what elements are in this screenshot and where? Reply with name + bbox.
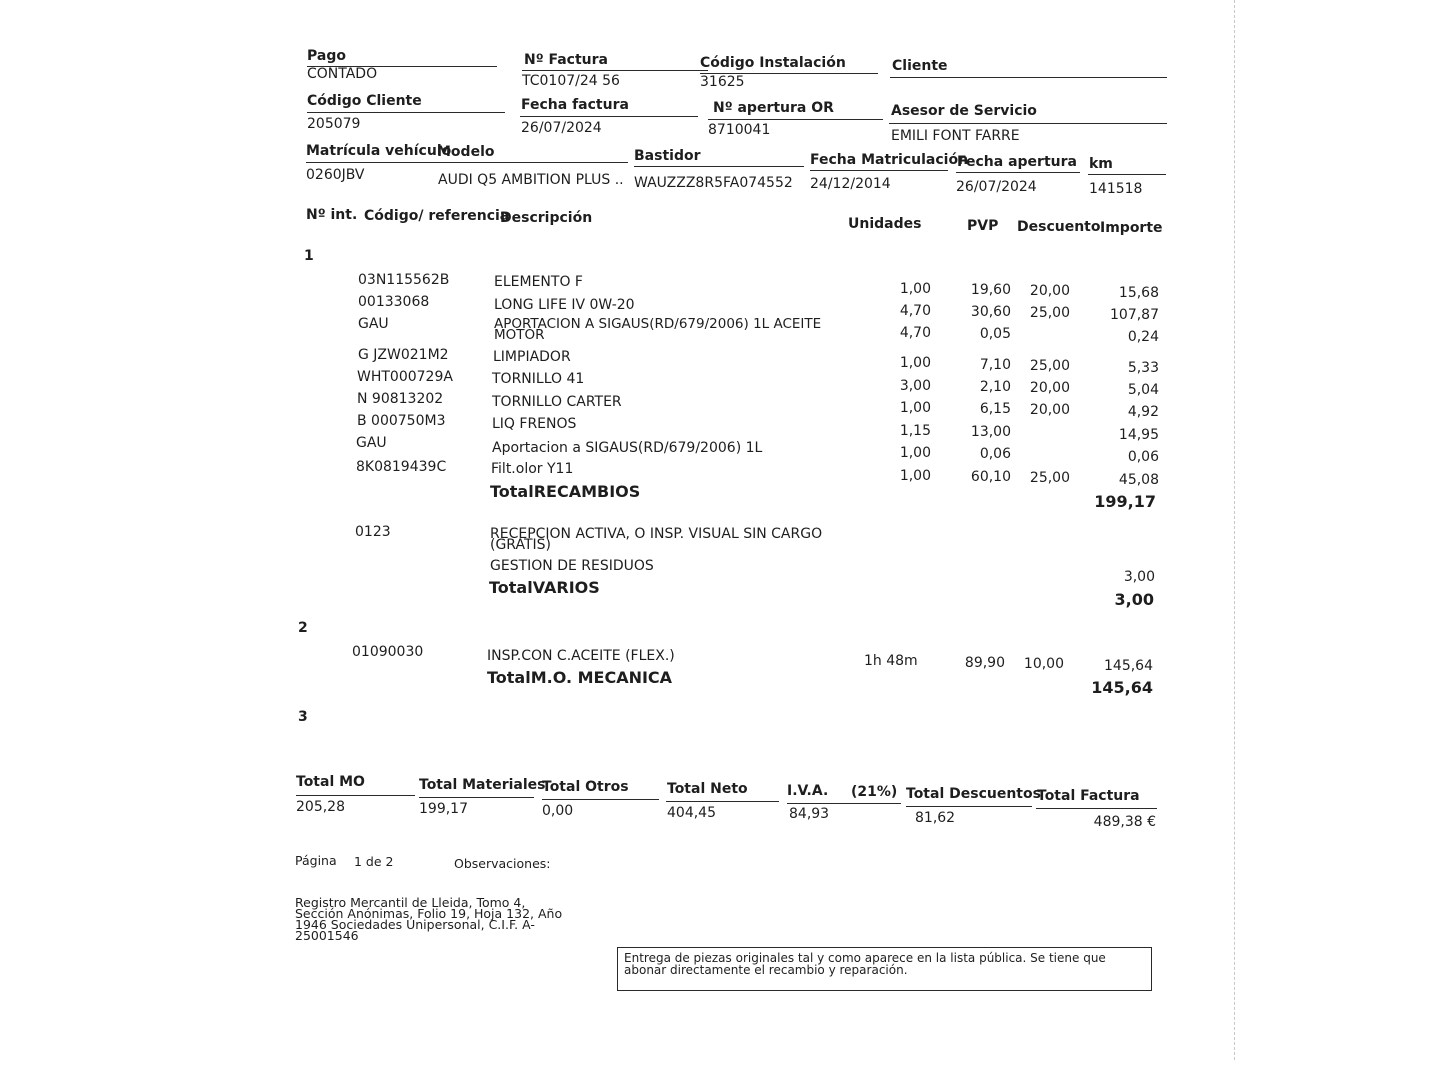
row-disc: 25,00: [1029, 305, 1070, 321]
row-code: 00133068: [358, 294, 430, 310]
total-neto-label: Total Neto: [667, 781, 748, 797]
pagina-label: Página: [295, 853, 337, 868]
row-code: WHT000729A: [357, 369, 453, 385]
codigo-instalacion-label: Código Instalación: [700, 55, 846, 71]
total-factura-label: Total Factura: [1037, 788, 1140, 804]
scan-edge-line: [1234, 0, 1236, 1060]
row-code: 0123: [355, 524, 391, 540]
row-pvp: 2,10: [979, 379, 1011, 395]
row-disc: 20,00: [1029, 402, 1070, 418]
total-varios-value: 3,00: [1114, 590, 1154, 609]
row-pvp: 7,10: [979, 357, 1011, 373]
row-desc: Filt.olor Y11: [491, 461, 574, 477]
col-descuento: Descuento: [1017, 219, 1101, 235]
total-otros-rule: [542, 799, 659, 800]
apertura-or-value: 8710041: [708, 122, 771, 138]
row-desc: LONG LIFE IV 0W-20: [494, 297, 635, 313]
row-units: 4,70: [899, 325, 931, 341]
asesor-value: EMILI FONT FARRE: [891, 128, 1020, 144]
factura-label: Nº Factura: [524, 52, 608, 68]
apertura-or-label: Nº apertura OR: [713, 100, 834, 116]
fecha-apertura-value: 26/07/2024: [956, 179, 1037, 195]
row-amount: 0,06: [1127, 449, 1159, 465]
row-units: 1,00: [899, 445, 931, 461]
iva-label: I.V.A.: [787, 783, 829, 799]
row-pvp: 30,60: [970, 304, 1011, 320]
row-pvp: 19,60: [970, 282, 1011, 298]
total-materiales-rule: [419, 797, 534, 798]
row-units: 1,00: [899, 400, 931, 416]
total-descuentos-label: Total Descuentos: [906, 786, 1041, 802]
total-recambios-label: TotalRECAMBIOS: [490, 482, 641, 501]
row-amount: 5,04: [1127, 382, 1159, 398]
total-descuentos-rule: [906, 806, 1032, 807]
row-pvp: 13,00: [970, 424, 1011, 440]
row-disc: 25,00: [1029, 470, 1070, 486]
fecha-matriculacion-value: 24/12/2014: [810, 176, 891, 192]
fecha-matriculacion-label: Fecha Matriculación: [810, 152, 969, 168]
fecha-factura-rule: [520, 116, 698, 117]
col-pvp: PVP: [967, 218, 999, 234]
modelo-value: AUDI Q5 AMBITION PLUS ..: [438, 172, 624, 188]
matricula-modelo-rule: [306, 162, 628, 163]
row-desc: LIQ FRENOS: [492, 416, 577, 432]
row-desc: TORNILLO 41: [492, 371, 585, 387]
total-materiales-value: 199,17: [419, 801, 468, 817]
pagina-value: 1 de 2: [354, 854, 394, 869]
row-units: 1,00: [899, 468, 931, 484]
total-neto-rule: [666, 801, 779, 802]
fecha-apertura-label: Fecha apertura: [957, 154, 1077, 170]
factura-rule: [522, 70, 708, 71]
apertura-or-rule: [708, 119, 883, 120]
total-mecanica-value: 145,64: [1091, 678, 1153, 697]
col-descripcion: Descripción: [500, 210, 593, 226]
row-amount: 45,08: [1118, 472, 1159, 488]
matricula-value: 0260JBV: [306, 167, 365, 183]
fecha-factura-label: Fecha factura: [521, 97, 629, 113]
row-code: 01090030: [352, 644, 424, 660]
codigo-cliente-value: 205079: [307, 116, 361, 132]
total-mo-value: 205,28: [296, 799, 345, 815]
row-pvp: 0,05: [979, 326, 1011, 342]
row-amount: 15,68: [1118, 285, 1159, 301]
total-factura-value: 489,38 €: [1093, 814, 1156, 830]
row-amount: 5,33: [1127, 360, 1159, 376]
total-recambios-value: 199,17: [1094, 492, 1156, 511]
row-desc: Aportacion a SIGAUS(RD/679/2006) 1L: [492, 440, 763, 456]
total-otros-value: 0,00: [542, 803, 574, 819]
row-disc: 10,00: [1023, 656, 1064, 672]
row-code: 03N115562B: [358, 272, 450, 288]
pago-label: Pago: [307, 48, 346, 64]
row-pvp: 0,06: [979, 446, 1011, 462]
row-code: B 000750M3: [357, 413, 446, 429]
row-disc: 20,00: [1029, 283, 1070, 299]
row-amount: 0,24: [1127, 329, 1159, 345]
total-otros-label: Total Otros: [542, 779, 629, 795]
group-number: 1: [304, 248, 314, 264]
row-desc: APORTACION A SIGAUS(RD/679/2006) 1L ACEITE MOTOR: [494, 316, 822, 343]
row-pvp: 60,10: [970, 469, 1011, 485]
total-descuentos-value: 81,62: [915, 810, 956, 826]
fecha-matriculacion-rule: [810, 170, 948, 171]
row-units: 1,15: [899, 423, 931, 439]
total-varios-label: TotalVARIOS: [489, 578, 600, 597]
total-neto-value: 404,45: [667, 805, 716, 821]
row-amount: 4,92: [1127, 404, 1159, 420]
asesor-label: Asesor de Servicio: [891, 103, 1037, 119]
row-amount: 14,95: [1118, 427, 1159, 443]
row-code: 8K0819439C: [356, 459, 447, 475]
row-units: 1h 48m: [864, 653, 918, 669]
factura-value: TC0107/24 56: [522, 73, 620, 89]
fecha-factura-value: 26/07/2024: [521, 120, 602, 136]
observaciones-label: Observaciones:: [454, 856, 551, 871]
km-value: 141518: [1089, 181, 1143, 197]
bastidor-value: WAUZZZ8R5FA074552: [634, 175, 793, 191]
row-pvp: 89,90: [964, 655, 1005, 671]
codigo-cliente-label: Código Cliente: [307, 93, 422, 109]
row-amount: 107,87: [1110, 307, 1159, 323]
col-unidades: Unidades: [848, 216, 922, 232]
row-code: N 90813202: [357, 391, 444, 407]
km-rule: [1088, 174, 1166, 175]
row-desc: TORNILLO CARTER: [492, 394, 622, 410]
row-desc: LIMPIADOR: [493, 349, 571, 365]
row-units: 4,70: [899, 303, 931, 319]
total-mo-rule: [296, 795, 415, 796]
fecha-apertura-rule: [956, 172, 1080, 173]
row-desc: GESTION DE RESIDUOS: [490, 558, 654, 574]
row-amount: 145,64: [1104, 658, 1153, 674]
total-materiales-label: Total Materiales: [419, 777, 546, 793]
row-pvp: 6,15: [979, 401, 1011, 417]
group-number: 2: [298, 620, 308, 636]
col-importe: Importe: [1100, 220, 1163, 236]
total-mo-label: Total MO: [296, 774, 365, 790]
row-disc: 25,00: [1029, 358, 1070, 374]
nota-box: [617, 947, 1152, 991]
total-factura-rule: [1036, 808, 1157, 809]
iva-rate: (21%): [851, 784, 898, 800]
row-desc: INSP.CON C.ACEITE (FLEX.): [487, 648, 675, 664]
bastidor-label: Bastidor: [634, 148, 701, 164]
iva-value: 84,93: [789, 806, 830, 822]
modelo-label: Modelo: [437, 144, 495, 160]
row-desc: RECEPCION ACTIVA, O INSP. VISUAL SIN CARGO (GRATIS): [490, 526, 823, 553]
col-codigo: Código/ referencia: [364, 208, 510, 224]
cliente-label: Cliente: [892, 58, 948, 74]
codigo-instalacion-value: 31625: [700, 74, 745, 90]
iva-rule: [787, 803, 901, 804]
matricula-label: Matrícula vehículo: [306, 143, 452, 159]
col-num-int: Nº int.: [306, 207, 358, 223]
asesor-rule: [889, 123, 1167, 124]
group-number: 3: [298, 709, 308, 725]
nota-text: Entrega de piezas originales tal y como aparece en la lista pública. Se tiene que abonar directamente el recambio y reparación.: [624, 951, 1106, 977]
bastidor-rule: [634, 166, 804, 167]
total-mecanica-label: TotalM.O. MECANICA: [487, 668, 673, 687]
row-desc: ELEMENTO F: [494, 274, 583, 290]
codigo-cliente-rule: [307, 112, 505, 113]
row-code: G JZW021M2: [358, 347, 449, 363]
pago-value: CONTADO: [307, 66, 378, 82]
row-code: GAU: [358, 316, 389, 332]
row-code: GAU: [356, 435, 387, 451]
row-units: 1,00: [899, 281, 931, 297]
cliente-rule: [890, 77, 1167, 78]
registro-mercantil: Registro Mercantil de Lleida, Tomo 4, Sección Anónimas, Folio 19, Hoja 132, Año 1946 Sociedades Unipersonal, C.I.F. A-25001546: [295, 895, 563, 943]
row-units: 3,00: [899, 378, 931, 394]
km-label: km: [1089, 156, 1113, 172]
row-amount: 3,00: [1123, 569, 1155, 585]
row-disc: 20,00: [1029, 380, 1070, 396]
row-units: 1,00: [899, 355, 931, 371]
